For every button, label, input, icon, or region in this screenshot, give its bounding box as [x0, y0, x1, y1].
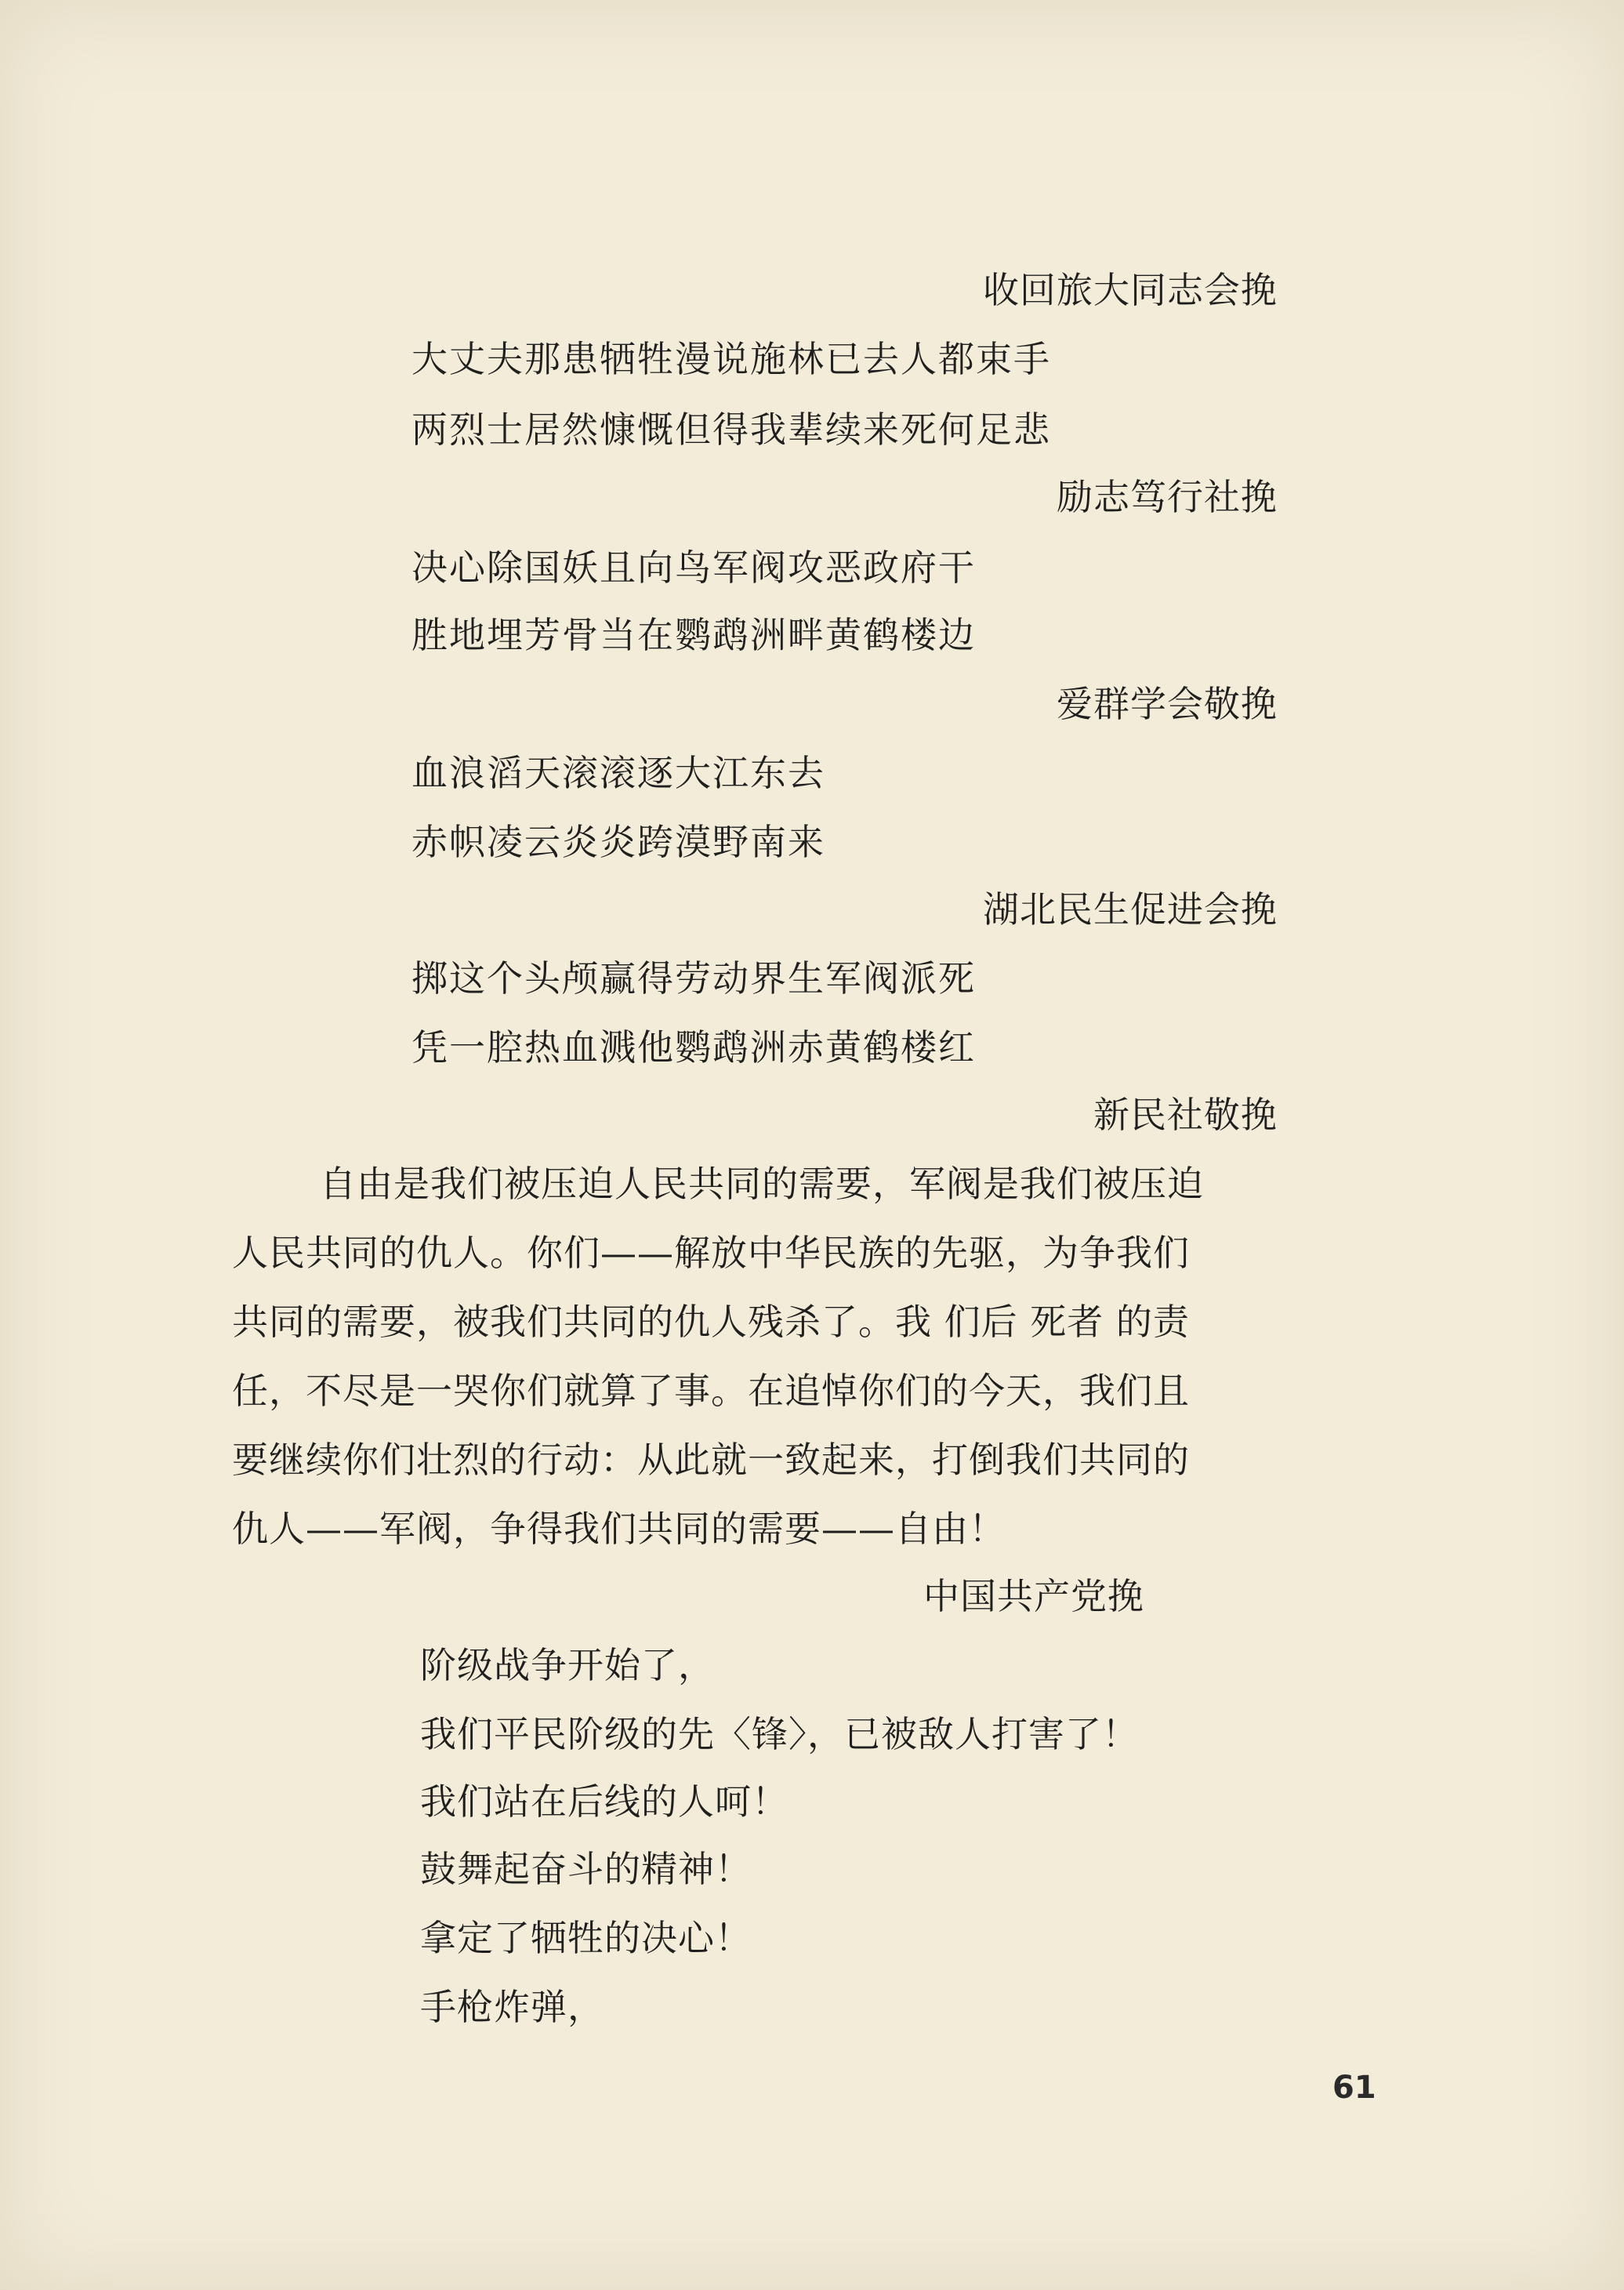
- signature-line: 新民社敬挽: [1093, 1094, 1278, 1136]
- couplet-line: 赤帜凌云炎炎跨漠野南来: [411, 821, 825, 863]
- poem-line: 拿定了牺牲的决心！: [420, 1917, 752, 1959]
- signature-line: 爱群学会敬挽: [1057, 683, 1278, 725]
- couplet-line: 两烈士居然慷慨但得我辈续来死何足悲: [411, 408, 1051, 451]
- prose-line: 要继续你们壮烈的行动：从此就一致起来，打倒我们共同的: [232, 1439, 1190, 1481]
- signature-line: 励志笃行社挽: [1057, 476, 1278, 518]
- couplet-line: 掷这个头颅赢得劳动界生军阀派死: [411, 957, 976, 1000]
- poem-line: 我们站在后线的人呵！: [420, 1780, 788, 1823]
- poem-line: 我们平民阶级的先〈锋〉，已被敌人打害了！: [420, 1713, 1139, 1755]
- signature-line: 湖北民生促进会挽: [983, 888, 1278, 931]
- prose-line: 任，不尽是一哭你们就算了事。在追悼你们的今天，我们且: [232, 1370, 1190, 1412]
- couplet-line: 决心除国妖且向鸟军阀攻恶政府干: [411, 546, 976, 589]
- signature-line: 收回旅大同志会挽: [983, 269, 1278, 311]
- couplet-line: 胜地埋芳骨当在鹦鹉洲畔黄鹤楼边: [411, 614, 976, 656]
- poem-line: 手枪炸弹，: [420, 1986, 604, 2028]
- couplet-line: 大丈夫那患牺牲漫说施林已去人都束手: [411, 338, 1051, 380]
- couplet-line: 凭一腔热血溅他鹦鹉洲赤黄鹤楼红: [411, 1026, 976, 1069]
- couplet-line: 血浪滔天滚滚逐大江东去: [411, 752, 825, 794]
- poem-line: 鼓舞起奋斗的精神！: [420, 1848, 752, 1890]
- signature-line: 中国共产党挽: [923, 1575, 1144, 1617]
- prose-line: 共同的需要，被我们共同的仇人残杀了。我 们后 死者 的责: [232, 1301, 1190, 1343]
- prose-line: 人民共同的仇人。你们——解放中华民族的先驱，为争我们: [232, 1232, 1190, 1274]
- prose-line: 仇人——军阀，争得我们共同的需要——自由！: [232, 1508, 1006, 1550]
- prose-line: 自由是我们被压迫人民共同的需要，军阀是我们被压迫: [320, 1163, 1204, 1205]
- poem-line: 阶级战争开始了，: [420, 1644, 715, 1686]
- page-number: 61: [1332, 2070, 1376, 2106]
